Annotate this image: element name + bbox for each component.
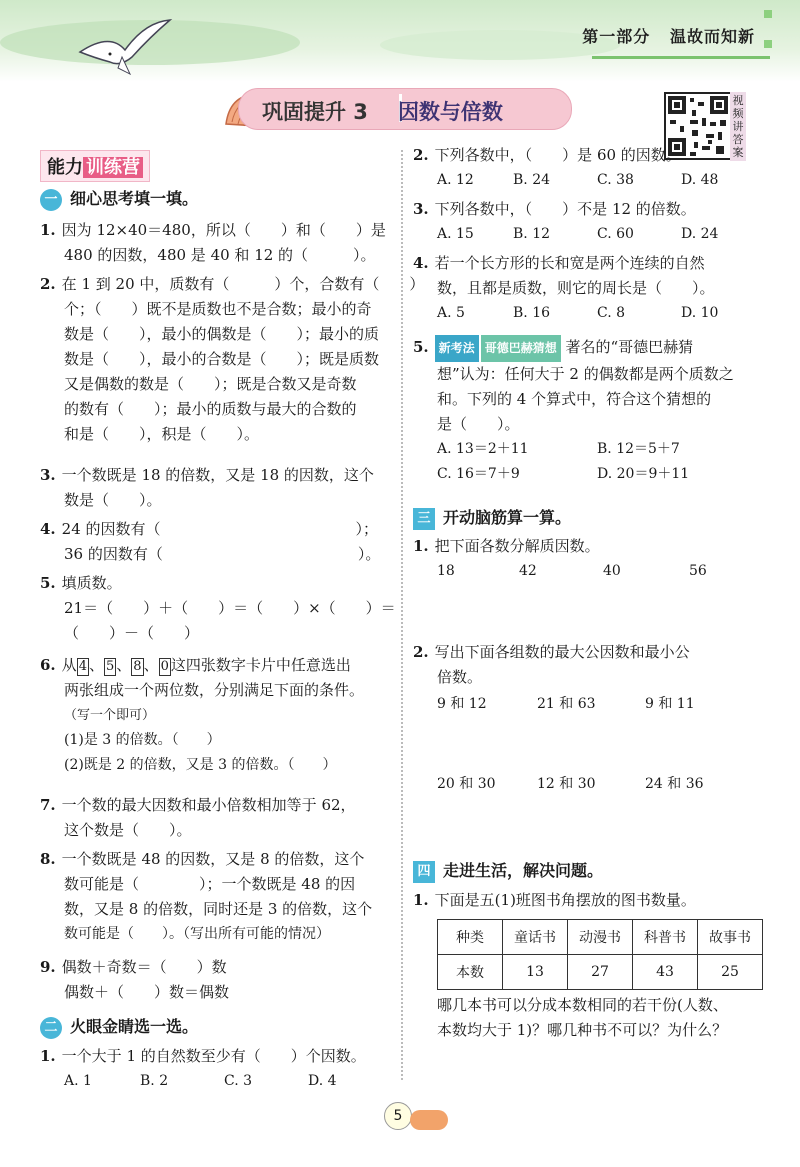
table-row <box>438 955 763 990</box>
ability-header: 能力 训练营 <box>40 150 150 182</box>
question-6: 6. 从 4 、 5 、 8 、 0 这四张数字卡片中任意选出 两张组成一个两位数，分别满足下面的条件。 （写一个即可） (1)是 3 的倍数。（ ） (2)既是 2 的倍数，又是 3 的倍数。（ ） <box>40 656 365 773</box>
section-1-header: 一 细心思考填一填。 <box>40 186 198 211</box>
solve-2: 2. 写出下面各组数的最大公因数和最小公 倍数。 9 和 12 21 和 63 9 和 11 20 和 30 12 和 30 24 和 36 <box>413 643 704 792</box>
new-method-tag: 新考法 <box>435 335 479 362</box>
solve-1: 1. 把下面各数分解质因数。 18 42 40 56 <box>413 537 707 579</box>
question-2: 2. 在 1 到 20 中，质数有（ ）个，合数有（ ） 个；（ ）既不是质数也不是合数；最小的奇 数是（ ），最小的偶数是（ ）；最小的质 数是（ ），最小的合数是（ ）；既是质数 又是偶数的数是（ ）；既是合数又是奇数 的数有（ ）；最小的质数与最大的合数的 和是（ ），积是（ ）。 <box>40 275 425 443</box>
submarine-icon <box>410 1110 448 1130</box>
table-cell: 动漫书 <box>568 920 633 955</box>
table-cell: 13 <box>503 955 568 990</box>
question-9: 9. 偶数＋奇数＝（ ）数 偶数＋（ ）数＝偶数 <box>40 958 230 1001</box>
choice-1: 1. 一个大于 1 的自然数至少有（ ）个因数。 A. 1 B. 2 C. 3 D. 4 <box>40 1047 366 1089</box>
problem-1-question: 哪几本书可以分成本数相同的若干份(人数、 本数均大于 1)？哪几种书不可以？为什么？ <box>437 996 728 1039</box>
corner-decoration <box>764 10 772 18</box>
books-table <box>437 919 763 990</box>
digit-card: 8 <box>133 659 142 674</box>
qr-label: 视频讲答案 <box>730 92 746 161</box>
table-cell: 本数 <box>438 955 503 990</box>
question-8: 8. 一个数既是 48 的因数，又是 8 的倍数，这个 数可能是（ ）；一个数既是 48 的因 数，又是 8 的倍数，同时还是 3 的倍数，这个 数可能是（ ）。（写出所有可能的情况） <box>40 850 373 942</box>
choice-4: 4. 若一个长方形的长和宽是两个连续的自然 数，且都是质数，则它的周长是（ ）。 A. 5 B. 16 C. 8 D. 10 <box>413 254 719 321</box>
header-title: 第一部分 温故而知新 <box>582 27 755 46</box>
table-cell: 故事书 <box>698 920 763 955</box>
section-3-header: 三 开动脑筋算一算。 <box>413 505 571 530</box>
section-2-header: 二 火眼金睛选一选。 <box>40 1014 198 1039</box>
table-cell: 43 <box>633 955 698 990</box>
question-4: 4. 24 的因数有（ ）； 36 的因数有（ ）。 <box>40 520 381 563</box>
table-cell: 25 <box>698 955 763 990</box>
section-4-header: 四 走进生活，解决问题。 <box>413 858 603 883</box>
question-3: 3. 一个数既是 18 的倍数，又是 18 的因数，这个 数是（ ）。 <box>40 466 374 509</box>
question-5: 5. 填质数。 21＝（ ）＋（ ）＝（ ）×（ ）＝ （ ）－（ ） <box>40 574 396 642</box>
topic-tag: 哥德巴赫猜想 <box>481 335 561 362</box>
page-title: 巩固提升 3 因数与倍数 <box>262 100 503 124</box>
digit-card: 4 <box>78 659 87 674</box>
question-1: 1. 因为 12×40＝480，所以（ ）和（ ）是 480 的因数，480 是 40 和 12 的（ ）。 <box>40 221 386 264</box>
digit-card: 0 <box>160 659 169 674</box>
digit-card: 5 <box>105 659 115 674</box>
choice-2: 2. 下列各数中，（ ）是 60 的因数。 A. 12 B. 24 C. 38 D. 48 <box>413 146 719 188</box>
problem-1: 1. 下面是五(1)班图书角摆放的图书数量。 <box>413 891 696 909</box>
question-7: 7. 一个数的最大因数和最小倍数相加等于 62， 这个数是（ ）。 <box>40 796 356 839</box>
header-underline <box>592 56 770 59</box>
page-number: 5 <box>384 1102 412 1130</box>
choice-5: 5. 新考法 哥德巴赫猜想 著名的“哥德巴赫猜 想”认为：任何大于 2 的偶数都是两个质数之 和。下列的 4 个算式中，符合这个猜想的 是（ ）。 A. 13＝2＋11 B. 12＝5＋7 C. 16＝7＋9 D. 20＝9＋11 <box>413 335 734 487</box>
table-cell: 27 <box>568 955 633 990</box>
seagull-icon <box>70 12 180 82</box>
table-row <box>438 920 763 955</box>
corner-decoration <box>764 40 772 48</box>
table-cell: 种类 <box>438 920 503 955</box>
table-cell: 科普书 <box>633 920 698 955</box>
choice-3: 3. 下列各数中，（ ）不是 12 的倍数。 A. 15 B. 12 C. 60 D. 24 <box>413 200 719 242</box>
table-cell: 童话书 <box>503 920 568 955</box>
